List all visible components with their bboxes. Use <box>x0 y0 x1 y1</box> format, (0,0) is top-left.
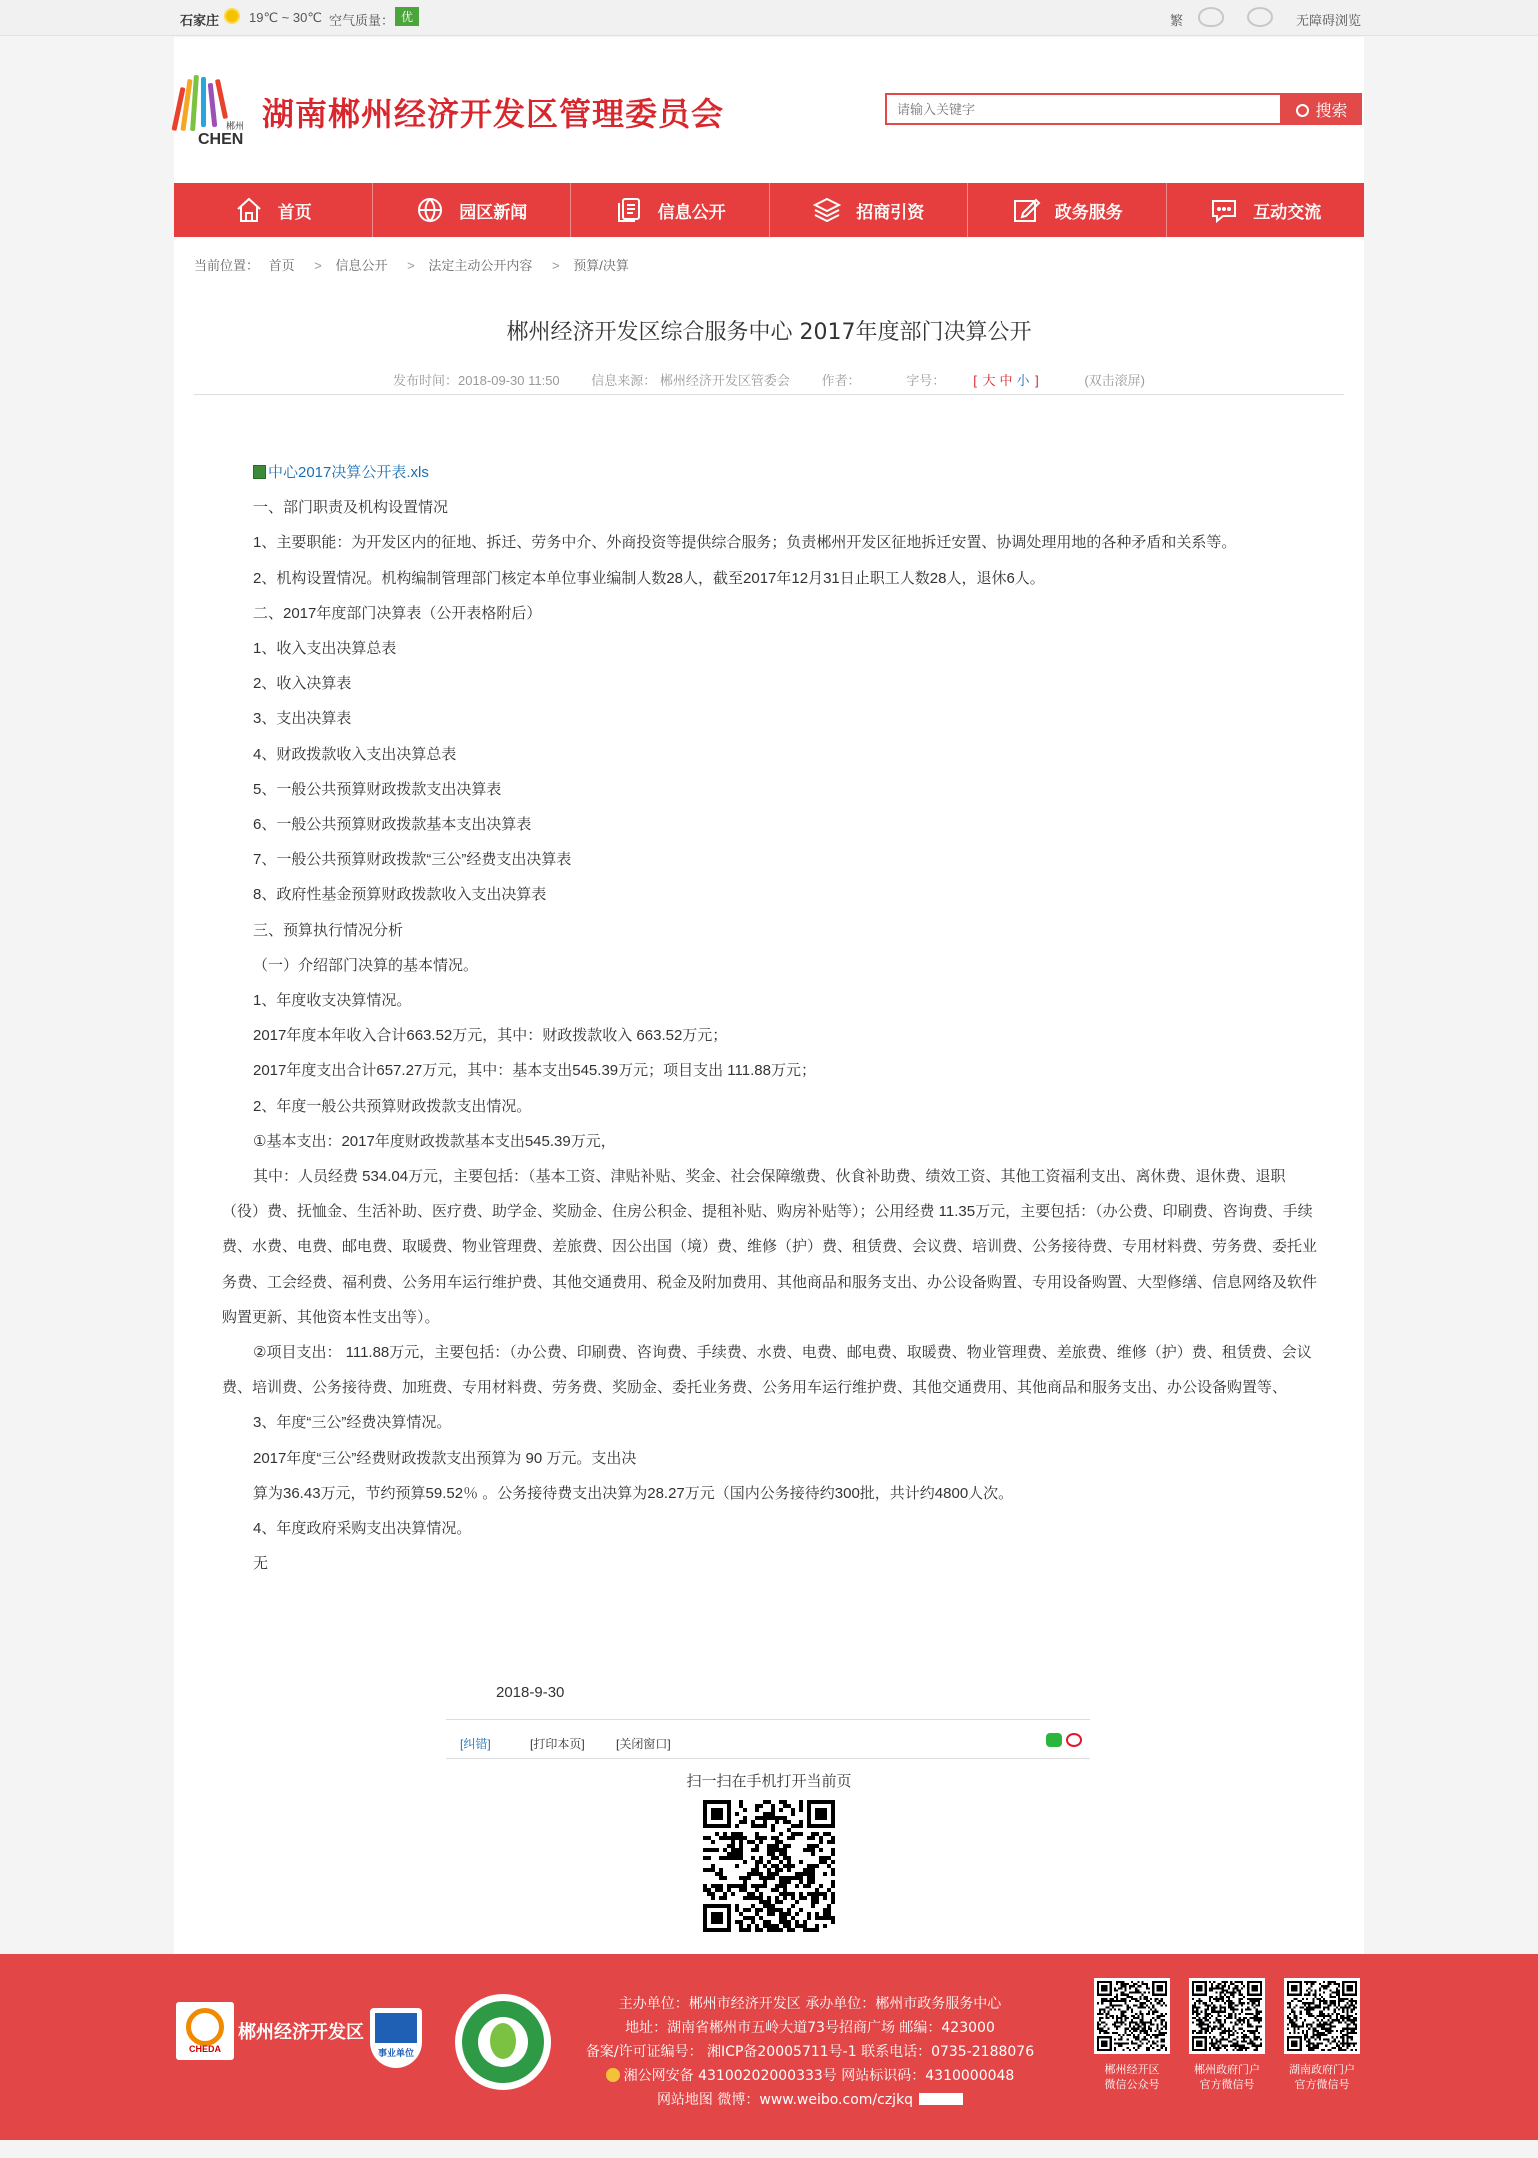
weibo-share-icon[interactable] <box>1066 1733 1082 1747</box>
scroll-hint[interactable]: (双击滚屏) <box>1084 373 1146 388</box>
paragraph: 2、收入决算表 <box>253 675 352 693</box>
paragraph: 5、一般公共预算财政拨款支出决算表 <box>253 780 502 798</box>
paragraph: 算为36.43万元，节约预算59.52％ 。公务接待费支出决算为28.27万元（国内公务接待约300批，共计约4800人次。 <box>253 1484 1014 1502</box>
wechat-share-icon[interactable] <box>1046 1733 1062 1747</box>
qr-caption-line: 官方微信号 <box>1294 2078 1350 2091</box>
qr-caption-line: 微信公众号 <box>1104 2078 1160 2091</box>
nav-info-disclosure[interactable] <box>571 183 770 237</box>
nav-interaction[interactable] <box>1167 183 1365 237</box>
footer-icp[interactable]: 备案/许可证编号： 湘ICP备20005711号-1 联系电话：0735-2188076 <box>585 2044 1035 2060</box>
paragraph-basic-expense: 其中：人员经费 534.04万元，主要包括：（基本工资、津贴补贴、奖金、社会保障缴费、伙食补助费、绩效工资、其他工资福利支出、离休费、退休费、退职（役）费、抚恤金、生活补助、医疗费、助学金、奖励金、住房公积金、提租补贴、购房补贴等）；公用经费 11.35万元，主要包括：（办公费、印刷费、咨询费、手续费、水费、电费、邮电费、取暖费、物业管理费、差旅费、因公出国（境）费、维修（护）费、租赁费、会议费、培训费、公务接待费、专用材料费、劳务费、委托业务费、工会经费、福利费、公务用车运行维护费、其他交通费用、税金及附加费用、其他商品和服务支出、办公设备购置、专用设备购置、大型修缮、信息网络及软件购置更新、其他资本性支出等）。 <box>222 1168 1318 1326</box>
air-quality-badge: 优 <box>395 7 419 26</box>
publish-time: 发布时间：2018-09-30 11:50 <box>392 373 560 388</box>
public-institution-shield-icon[interactable] <box>370 2008 422 2068</box>
attachment-name: 中心2017决算公开表.xls <box>268 464 429 481</box>
site-title[interactable]: 湖南郴州经济开发区管理委员会 <box>262 95 725 133</box>
qr-caption-line: 郴州经开区 <box>1104 2063 1160 2076</box>
footer-qr-2 <box>1189 1978 1265 2092</box>
breadcrumb-label: 当前位置： <box>194 258 260 273</box>
breadcrumb-info[interactable]: 信息公开 <box>335 258 388 273</box>
city-name[interactable]: 石家庄 <box>180 13 220 28</box>
footer-info <box>560 1992 1060 2112</box>
document-icon <box>614 195 644 225</box>
nav-label: 园区新闻 <box>459 202 528 223</box>
search-button[interactable] <box>1282 93 1362 125</box>
footer-police-text: 湘公网安备 43100202000333号 网站标识码：4310000048 <box>623 2068 1015 2084</box>
nav-label: 互动交流 <box>1253 202 1322 223</box>
paragraph: 2017年度支出合计657.27万元，其中：基本支出545.39万元；项目支出 111.88万元； <box>253 1062 816 1080</box>
footer-address: 地址：湖南省郴州市五岭大道73号招商广场 邮编：423000 <box>625 2020 995 2036</box>
paragraph: 3、年度“三公”经费决算情况。 <box>253 1414 452 1432</box>
civilized-city-badge-icon[interactable] <box>455 1994 551 2090</box>
edit-icon <box>1011 195 1041 225</box>
paragraph: 1、收入支出决算总表 <box>253 640 397 658</box>
wechat-icon[interactable] <box>1247 7 1273 27</box>
paragraph: 1、年度收支决算情况。 <box>253 992 412 1010</box>
nav-label: 政务服务 <box>1054 202 1123 223</box>
weibo-icon[interactable] <box>1198 7 1224 27</box>
paragraph: 3、支出决算表 <box>253 710 352 728</box>
traditional-chinese-link[interactable]: 繁 <box>1170 13 1184 28</box>
home-icon <box>234 195 264 225</box>
logo-city-text: 郴州 <box>226 121 245 131</box>
paragraph: （一）介绍部门决算的基本情况。 <box>253 956 479 974</box>
nav-home[interactable] <box>174 183 373 237</box>
nav-park-news[interactable] <box>373 183 572 237</box>
paragraph: 2017年度“三公”经费财政拨款支出预算为 90 万元。支出决 <box>253 1449 637 1467</box>
main-nav <box>174 183 1364 237</box>
ezone-name[interactable]: 郴州经济开发区 <box>238 2022 364 2043</box>
correction-link[interactable]: [纠错] <box>460 1737 491 1751</box>
accessibility-link[interactable]: 无障碍浏览 <box>1296 13 1362 28</box>
globe-icon <box>415 195 445 225</box>
author: 作者： <box>821 373 861 388</box>
paragraph: 无 <box>253 1555 269 1573</box>
site-logo[interactable] <box>168 73 254 153</box>
nav-gov-service[interactable] <box>968 183 1167 237</box>
font-size-control: 字号： [ 大 中 小 ] <box>906 373 1039 388</box>
top-bar <box>0 0 1538 36</box>
police-badge-icon <box>606 2068 620 2082</box>
footer-sponsor: 主办单位：郴州市经济开发区 承办单位：郴州市政务服务中心 <box>618 1996 1002 2012</box>
paragraph: 4、财政拨款收入支出决算总表 <box>253 745 457 763</box>
logo-text: CHEN <box>198 131 244 148</box>
breadcrumb-separator: > <box>552 258 560 273</box>
page-qr-code <box>703 1800 835 1932</box>
paragraph: 7、一般公共预算财政拨款“三公”经费支出决算表 <box>253 851 572 869</box>
article-title: 郴州经济开发区综合服务中心 2017年度部门决算公开 <box>506 320 1032 345</box>
qr-code-icon <box>1094 1978 1170 2054</box>
search-icon <box>1296 104 1309 117</box>
share-bar <box>446 1719 1090 1759</box>
layers-icon <box>812 195 842 225</box>
article-date: 2018-9-30 <box>496 1684 565 1701</box>
chat-icon <box>1209 195 1239 225</box>
paragraph: 2、机构设置情况。机构编制管理部门核定本单位事业编制人数28人，截至2017年12月31日止职工人数28人，退休6人。 <box>253 569 1045 587</box>
nav-label: 信息公开 <box>657 202 726 223</box>
font-size-large[interactable]: 大 <box>982 373 996 388</box>
close-window-link[interactable]: [关闭窗口] <box>616 1737 671 1751</box>
paragraph: 2017年度本年收入合计663.52万元，其中：财政拨款收入 663.52万元； <box>253 1027 728 1045</box>
sun-icon <box>224 8 240 24</box>
footer-sitemap[interactable] <box>560 2088 1060 2112</box>
paragraph: 8、政府性基金预算财政拨款收入支出决算表 <box>253 886 547 904</box>
article-meta <box>174 370 1364 389</box>
footer-sitemap-text: 网站地图 微博：www.weibo.com/czjkq <box>656 2092 914 2108</box>
paragraph: 二、2017年度部门决算表（公开表格附后） <box>253 604 542 622</box>
qr-caption: 扫一扫在手机打开当前页 <box>686 1772 852 1790</box>
info-source: 信息来源： 郴州经济开发区管委会 <box>591 373 790 388</box>
nav-label: 首页 <box>277 202 312 223</box>
qr-caption-line: 官方微信号 <box>1199 2078 1255 2091</box>
breadcrumb-budget[interactable]: 预算/决算 <box>573 258 629 273</box>
qr-code-icon <box>1189 1978 1265 2054</box>
excel-file-icon <box>253 465 266 479</box>
site-identifier-icon <box>919 2093 963 2105</box>
breadcrumb-separator: > <box>314 258 322 273</box>
paragraph: 6、一般公共预算财政拨款基本支出决算表 <box>253 816 532 834</box>
attachment-link[interactable] <box>222 455 1322 490</box>
paragraph: 2、年度一般公共预算财政拨款支出情况。 <box>253 1097 532 1115</box>
air-quality-label: 空气质量： <box>329 13 395 28</box>
cheda-logo[interactable] <box>176 2002 234 2060</box>
paragraph: 4、年度政府采购支出决算情况。 <box>253 1520 472 1538</box>
print-link[interactable]: [打印本页] <box>530 1737 585 1751</box>
search-input[interactable] <box>887 95 1282 123</box>
paragraph: 一、部门职责及机构设置情况 <box>253 499 449 517</box>
article-body <box>222 455 1322 1582</box>
breadcrumb-separator: > <box>407 258 415 273</box>
paragraph: 三、预算执行情况分析 <box>253 921 404 939</box>
qr-code-icon <box>1284 1978 1360 2054</box>
nav-label: 招商引资 <box>856 202 925 223</box>
qr-caption-line: 湖南政府门户 <box>1289 2063 1355 2076</box>
search-box <box>885 93 1282 125</box>
temperature: 19℃ ~ 30℃ <box>249 10 322 25</box>
nav-investment[interactable] <box>770 183 969 237</box>
search-button-label: 搜索 <box>1315 100 1348 120</box>
cheda-text: CHEDA <box>188 2044 221 2054</box>
breadcrumb <box>194 255 635 274</box>
font-size-small[interactable]: 小 <box>1016 373 1030 388</box>
breadcrumb-statutory[interactable]: 法定主动公开内容 <box>428 258 533 273</box>
footer-qr-3 <box>1284 1978 1360 2092</box>
footer-qr-1 <box>1094 1978 1170 2092</box>
divider <box>194 394 1344 395</box>
qr-caption-line: 郴州政府门户 <box>1194 2063 1260 2076</box>
paragraph: 1、主要职能：为开发区内的征地、拆迁、劳务中介、外商投资等提供综合服务；负责郴州开发区征地拆迁安置、协调处理用地的各种矛盾和关系等。 <box>253 534 1237 552</box>
font-size-label: 字号： <box>906 373 946 388</box>
paragraph: ①基本支出：2017年度财政拨款基本支出545.39万元， <box>253 1132 616 1150</box>
footer <box>0 1954 1538 2140</box>
footer-police[interactable] <box>560 2064 1060 2088</box>
breadcrumb-home[interactable]: 首页 <box>268 258 295 273</box>
font-size-medium[interactable]: 中 <box>999 373 1013 388</box>
shield-label: 事业单位 <box>377 2048 414 2058</box>
page-container <box>174 37 1364 1955</box>
paragraph-project-expense: ②项目支出： 111.88万元，主要包括：（办公费、印刷费、咨询费、手续费、水费、电费、邮电费、取暖费、物业管理费、差旅费、维修（护）费、租赁费、会议费、培训费、公务接待费、加班费、专用材料费、劳务费、奖励金、委托业务费、公务用车运行维护费、其他交通费用、其他商品和服务支出、办公设备购置等、 <box>222 1344 1312 1397</box>
